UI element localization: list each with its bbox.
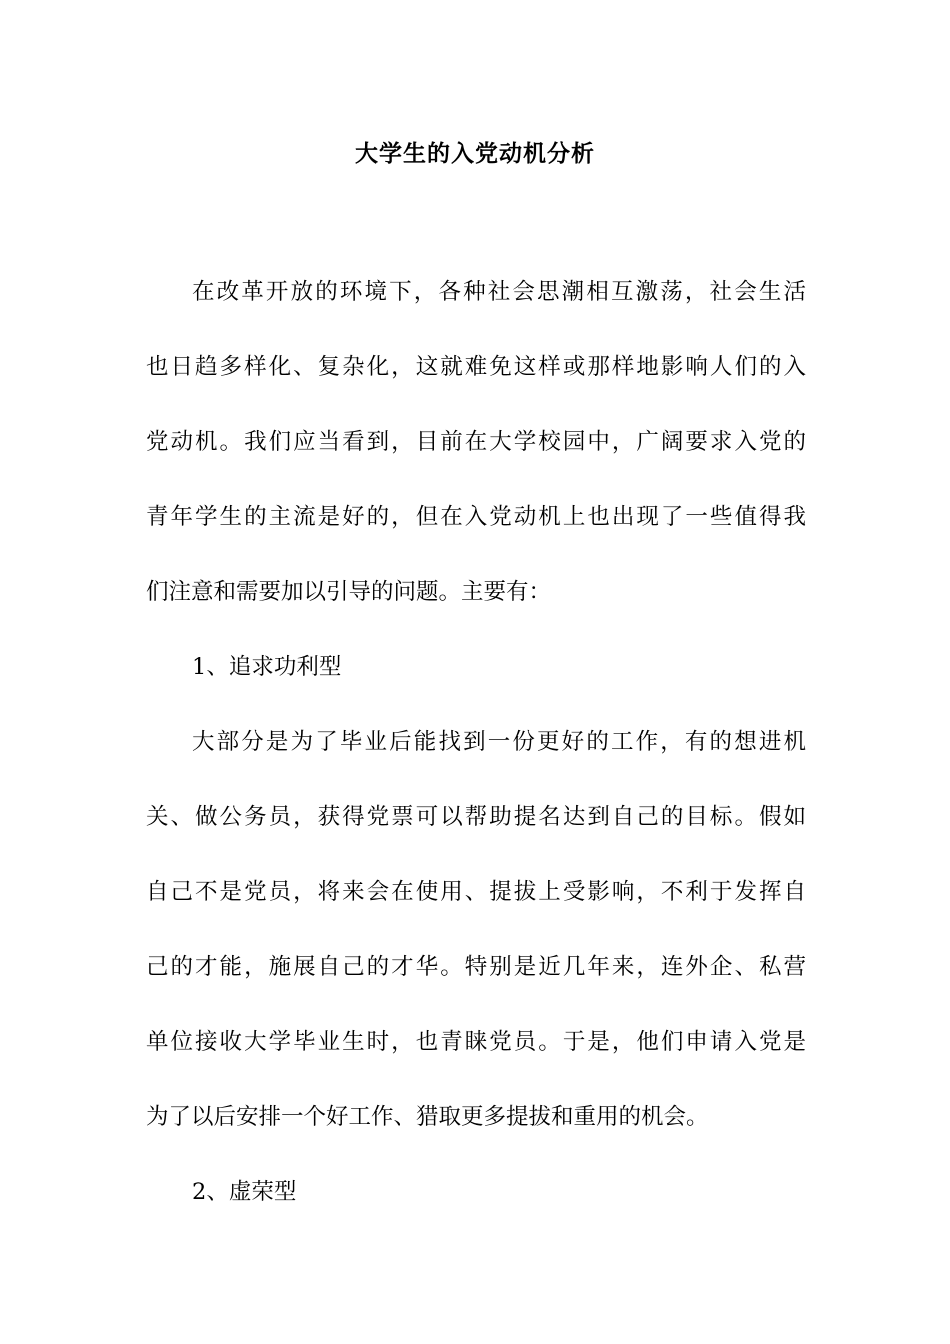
document-title: 大学生的入党动机分析: [355, 140, 595, 167]
text-line: 己的才能，施展自己的才华。特别是近几年来，连外企、私营: [146, 954, 806, 980]
document-body: [146, 255, 806, 1230]
text-line: 青年学生的主流是好的，但在入党动机上也出现了一些值得我: [146, 504, 806, 530]
text-line: 党动机。我们应当看到，目前在大学校园中，广阔要求入党的: [146, 429, 806, 455]
paragraph-intro: [146, 255, 806, 630]
text-line: 关、做公务员，获得党票可以帮助提名达到自己的目标。假如: [146, 804, 806, 830]
text-line: 在改革开放的环境下，各种社会思潮相互激荡，社会生活: [192, 279, 806, 305]
text-line: 也日趋多样化、复杂化，这就难免这样或那样地影响人们的入: [146, 354, 806, 380]
text-line: 们注意和需要加以引导的问题。主要有：: [146, 579, 552, 605]
text-line: 自己不是党员，将来会在使用、提拔上受影响，不利于发挥自: [146, 879, 806, 905]
section-heading-utilitarian: 1、追求功利型: [192, 654, 342, 680]
section-heading-vanity: 2、虚荣型: [192, 1179, 297, 1205]
paragraph-utilitarian: [146, 705, 806, 1155]
text-line: 单位接收大学毕业生时，也青睐党员。于是，他们申请入党是: [146, 1029, 806, 1055]
text-line: 为了以后安排一个好工作、猎取更多提拔和重用的机会。: [146, 1104, 709, 1130]
text-line: 大部分是为了毕业后能找到一份更好的工作，有的想进机: [192, 729, 806, 755]
